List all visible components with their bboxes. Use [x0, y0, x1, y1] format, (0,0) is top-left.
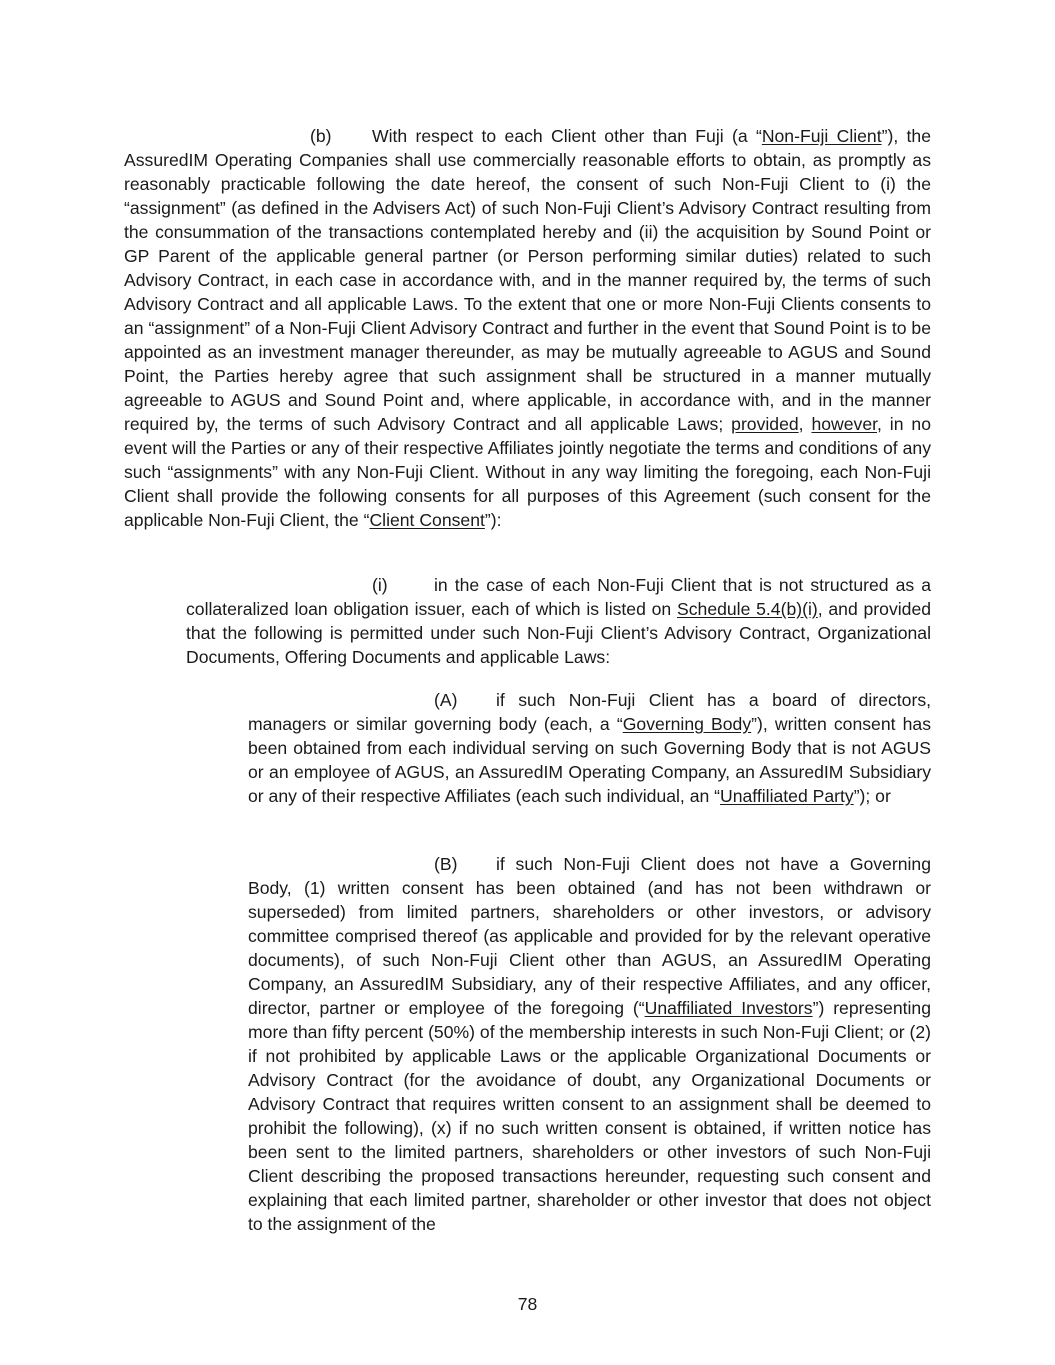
schedule-reference: Schedule 5.4(b)(i) — [677, 599, 818, 619]
paragraph-b-text-3: , — [798, 414, 812, 434]
term-unaffiliated-investors: Unaffiliated Investors — [644, 998, 813, 1018]
paragraph-capital-b — [248, 852, 931, 1236]
paragraph-capital-b-label: (B) — [434, 854, 458, 874]
paragraph-i-label: (i) — [372, 575, 388, 595]
paragraph-capital-b-text-2: ”) representing more than fifty percent (50%) of the membership interests in such Non-Fuji Client; or (2) if not prohibited by applicable Laws or the applicable Organizational Documents or Advisory Contract (for the avoidance of doubt, any Organizational Documents or Advisory Contract that requires written consent to an assignment shall be deemed to prohibit the following), (x) if no such written consent is obtained, if written notice has been sent to the limited partners, shareholders or other investors of such Non-Fuji Client describing the proposed transactions hereunder, requesting such consent and explaining that each limited partner, shareholder or other investor that does not object to the assignment of the — [248, 998, 931, 1234]
paragraph-a — [248, 688, 931, 808]
term-unaffiliated-party: Unaffiliated Party — [720, 786, 854, 806]
paragraph-a-text-2: ”), written consent has been obtained from each individual serving on such Governing Body that is not AGUS or an employee of AGUS, an AssuredIM Operating Company, an AssuredIM Subsidiary or any of their respective Affiliates (each such individual, an “ — [248, 714, 932, 806]
paragraph-b-text-5: ”): — [484, 510, 502, 530]
paragraph-b-label: (b) — [310, 126, 332, 146]
paragraph-b-text-1: With respect to each Client other than Fuji (a “ — [372, 126, 762, 146]
paragraph-a-label: (A) — [434, 690, 458, 710]
paragraph-i-text-2: , and provided that the following is permitted under such Non-Fuji Client’s Advisory Contract, Organizational Documents, Offering Documents and applicable Laws: — [186, 599, 932, 667]
paragraph-i-text-1: in the case of each Non-Fuji Client that is not structured as a collateralized loan obligation issuer, each of which is listed on — [186, 575, 931, 619]
paragraph-a-text-1: if such Non-Fuji Client has a board of directors, managers or similar governing body (each, a “ — [248, 690, 931, 734]
paragraph-b-text-2: ”), the AssuredIM Operating Companies shall use commercially reasonable efforts to obtain, as promptly as reasonably practicable following the date hereof, the consent of such Non-Fuji Client to (i) the “assignment” (as defined in the Advisers Act) of such Non-Fuji Client’s Advisory Contract resulting from the consummation of the transactions contemplated hereby and (ii) the acquisition by Sound Point or GP Parent of the applicable general partner (or Person performing similar duties) related to such Advisory Contract, in each case in accordance with, and in the manner required by, the terms of such Advisory Contract and all applicable Laws. To the extent that one or more Non-Fuji Clients consents to an “assignment” of a Non-Fuji Client Advisory Contract and further in the event that Sound Point is to be appointed as an investment manager thereunder, as may be mutually agreeable to AGUS and Sound Point, the Parties hereby agree that such assignment shall be structured in a manner mutually agreeable to AGUS and Sound Point and, where applicable, in accordance with, and in the manner required by, the terms of such Advisory Contract and all applicable Laws; — [124, 126, 931, 434]
paragraph-b — [124, 124, 931, 532]
paragraph-a-text-3: ”); or — [853, 786, 891, 806]
paragraph-b-text-4: , in no event will the Parties or any of their respective Affiliates jointly negotiate the terms and conditions of any such “assignments” with any Non-Fuji Client. Without in any way limiting the foregoing, each Non-Fuji Client shall provide the following consents for all purposes of this Agreement (such consent for the applicable Non-Fuji Client, the “ — [124, 414, 931, 530]
term-non-fuji-client: Non-Fuji Client — [761, 126, 882, 146]
term-client-consent: Client Consent — [369, 510, 485, 530]
page-number: 78 — [517, 1294, 538, 1314]
term-provided: provided — [731, 414, 799, 434]
paragraph-i — [186, 573, 931, 669]
term-however: however — [811, 414, 877, 434]
paragraph-capital-b-text-1: if such Non-Fuji Client does not have a Governing Body, (1) written consent has been obtained (and has not been withdrawn or superseded) from limited partners, shareholders or other investors, or advisory committee comprised thereof (as applicable and provided for by the relevant operative documents), of such Non-Fuji Client other than AGUS, an AssuredIM Operating Company, an AssuredIM Subsidiary, any of their respective Affiliates, and any officer, director, partner or employee of the foregoing (“ — [248, 854, 931, 1018]
term-governing-body: Governing Body — [622, 714, 752, 734]
